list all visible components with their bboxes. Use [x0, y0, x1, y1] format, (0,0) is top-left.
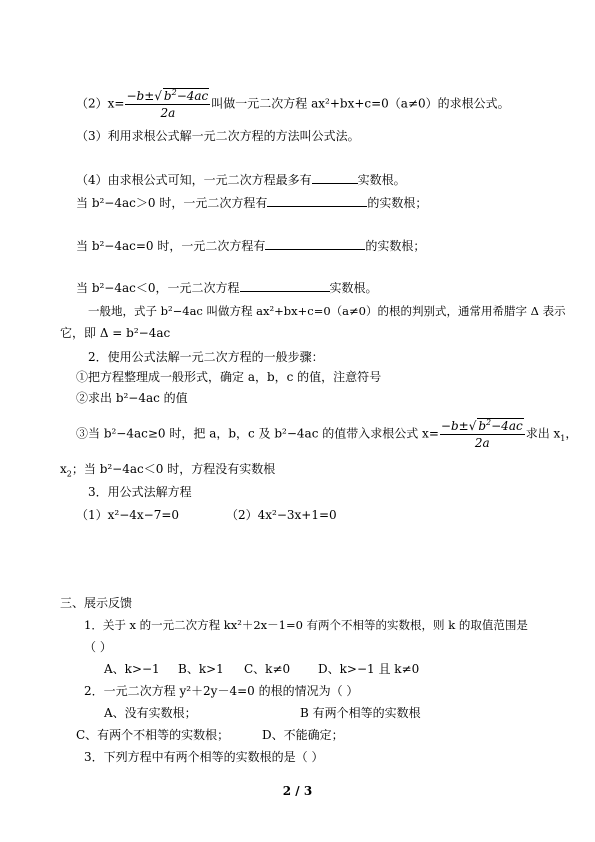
step-3-pre: ③当 b²−4ac≥0 时，把 a，b，c 及 b²−4ac 的值带入求根公式 x= [76, 426, 439, 441]
page-number: 2 / 3 [282, 784, 313, 798]
formula-num-pre: −b± [126, 89, 155, 103]
section-3-title: 三、展示反馈 [60, 596, 133, 610]
p1-option-b[interactable]: B、k>1 [178, 662, 224, 676]
max-roots-end: 实数根。 [357, 173, 406, 187]
formula2-rad-post: −4ac [491, 419, 523, 433]
formula2-rad-b: b [478, 419, 487, 433]
p1-option-a[interactable]: A、k>−1 [104, 662, 160, 676]
p2-option-c[interactable]: C、有两个不相等的实数根； [76, 728, 230, 742]
step-3b-rest: ；当 b²−4ac＜0 时，方程没有实数根 [71, 462, 276, 476]
quadratic-formula-2: $\frac{-b\pm√ b^2-4ac}{2a}$ [440, 418, 523, 450]
formula-rad-post: −4ac [176, 89, 209, 103]
step-3b [60, 462, 276, 479]
blank-case-zero[interactable] [265, 238, 365, 250]
formula-rad-b: b [163, 89, 172, 103]
p1-option-c[interactable]: C、k≠0 [244, 662, 291, 676]
line-case-zero [76, 238, 425, 253]
line-case-positive [76, 195, 427, 210]
blank-case-negative[interactable] [240, 280, 330, 292]
steps-title: 2．使用公式法解一元二次方程的一般步骤： [88, 350, 324, 364]
p2-option-a[interactable]: A、没有实数根； [104, 706, 197, 720]
step-3-end: ， [565, 426, 578, 441]
case-zero-end: 的实数根； [365, 239, 426, 253]
case-negative-text: 当 b²−4ac＜0，一元二次方程 [76, 281, 240, 295]
equation-2: （2）4x²−3x+1=0 [226, 508, 337, 522]
problem-2: 2．一元二次方程 y²＋2y－4=0 的根的情况为（ ） [84, 684, 359, 698]
p1-option-d[interactable]: D、k>−1 且 k≠0 [318, 662, 420, 676]
formula2-den: 2a [474, 436, 490, 450]
case-negative-end: 实数根。 [329, 281, 378, 295]
line-case-negative [76, 280, 378, 295]
formula-line [76, 88, 510, 120]
step-2: ②求出 b²−4ac 的值 [76, 391, 188, 405]
formula-rad-exp: 2 [171, 88, 177, 97]
step-3 [76, 418, 577, 450]
line-method: （3）利用求根公式解一元二次方程的方法叫公式法。 [76, 129, 360, 143]
case-zero-text: 当 b²−4ac=0 时，一元二次方程有 [76, 239, 266, 253]
quadratic-formula: $\frac{-b\pm√ b^2-4ac}{2a}$ [126, 88, 209, 120]
problem-1: 1．关于 x 的一元二次方程 kx²＋2x－1=0 有两个不相等的实数根，则 k 的取值范围是 [84, 618, 528, 632]
step-3b-sub: 2 [66, 469, 72, 479]
formula-prefix: （2）x= [76, 96, 125, 111]
p2-option-b[interactable]: B 有两个相等的实数根 [300, 706, 421, 720]
line-discriminant-2: 它，即 Δ = b²−4ac [60, 326, 171, 340]
step-3b-x: x [60, 462, 67, 476]
case-positive-end: 的实数根； [367, 196, 428, 210]
max-roots-text: （4）由求根公式可知，一元二次方程最多有 [76, 173, 312, 187]
formula-den: 2a [160, 106, 176, 120]
problem-1-paren: （ ） [84, 640, 112, 654]
step-1: ①把方程整理成一般形式，确定 a，b，c 的值，注意符号 [76, 370, 382, 384]
formula2-rad-exp: 2 [486, 418, 492, 427]
formula2-num-pre: −b± [440, 419, 469, 433]
problem-3: 3．下列方程中有两个相等的实数根的是（ ） [84, 750, 324, 764]
equation-1: （1）x²−4x−7=0 [76, 508, 180, 522]
line-discriminant: 一般地，式子 b²−4ac 叫做方程 ax²+bx+c=0（a≠0）的根的判别式，通常用希腊字 Δ 表示 [88, 304, 566, 318]
blank-max-roots[interactable] [312, 172, 358, 184]
blank-case-positive[interactable] [267, 195, 367, 207]
formula-suffix: 叫做一元二次方程 ax²+bx+c=0（a≠0）的求根公式。 [211, 96, 510, 111]
p2-option-d[interactable]: D、不能确定； [262, 728, 344, 742]
q3-title: 3．用公式法解方程 [88, 485, 192, 499]
case-positive-text: 当 b²−4ac＞0 时，一元二次方程有 [76, 196, 268, 210]
step-3-sub: 1 [560, 433, 566, 443]
line-max-roots [76, 172, 406, 187]
step-3-post: 求出 x [525, 426, 561, 441]
